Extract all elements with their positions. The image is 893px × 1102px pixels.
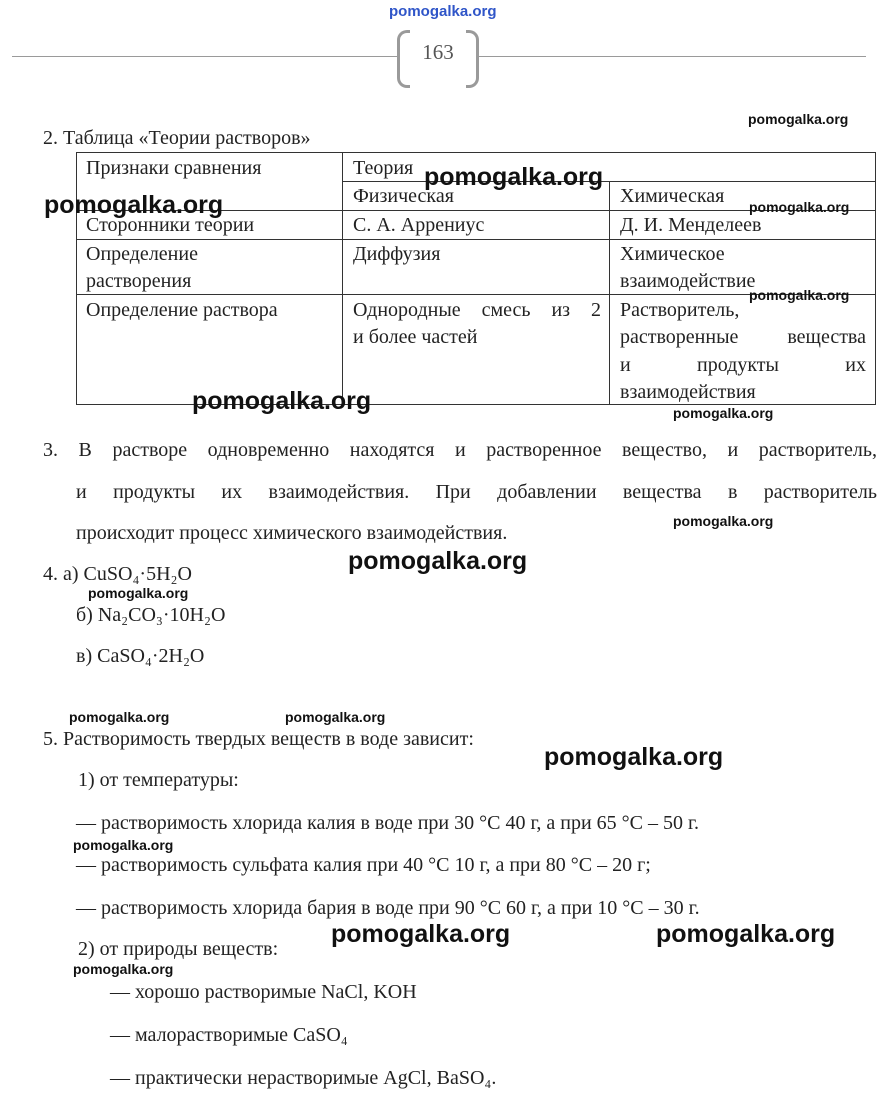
task4-item-c: в) CaSO₄·2H₂O xyxy=(76,645,205,667)
task4-item-a: 4. а) CuSO₄·5H₂O xyxy=(43,563,192,585)
table-row3-physical-line1: Однородные смесь из 2 xyxy=(353,299,601,321)
watermark: pomogalka.org xyxy=(673,405,774,421)
task5-sub1: 1) от температуры: xyxy=(78,769,239,791)
watermark: pomogalka.org xyxy=(348,547,528,575)
table-row1-physical: С. А. Аррениус xyxy=(353,214,485,236)
task5-nature-item-3: — практически нерастворимые AgCl, BaSO₄. xyxy=(110,1067,497,1089)
table-row3-chemical-line1: Растворитель, xyxy=(620,299,740,321)
watermark: pomogalka.org xyxy=(673,513,774,529)
task2-title: 2. Таблица «Теории растворов» xyxy=(43,127,311,149)
task3-line1: 3. В растворе одновременно находятся и растворенное вещество, и растворитель, xyxy=(43,439,877,461)
page-number-bracket-left xyxy=(397,30,410,88)
watermark: pomogalka.org xyxy=(73,837,174,853)
header-rule-left xyxy=(12,56,398,57)
watermark: pomogalka.org xyxy=(88,585,189,601)
table-border-left xyxy=(76,152,77,404)
table-row1-label: Сторонники теории xyxy=(86,214,255,236)
header-watermark: pomogalka.org xyxy=(389,3,497,20)
watermark: pomogalka.org xyxy=(749,287,850,303)
table-border-top xyxy=(76,152,876,153)
watermark: pomogalka.org xyxy=(544,743,724,771)
table-head-theory: Теория xyxy=(353,157,414,179)
page-number: 163 xyxy=(422,40,454,64)
page-number-bracket-right xyxy=(466,30,479,88)
watermark: pomogalka.org xyxy=(69,709,170,725)
task5-nature-item-2: — малорастворимые CaSO₄ xyxy=(110,1024,348,1046)
table-row3-physical-line2: и более частей xyxy=(353,326,478,348)
table-row3-label: Определение раствора xyxy=(86,299,278,321)
watermark: pomogalka.org xyxy=(748,111,849,127)
watermark: pomogalka.org xyxy=(424,163,604,191)
task3-line2: и продукты их взаимодействия. При добавлении вещества в растворитель xyxy=(76,481,877,503)
task5-sub2: 2) от природы веществ: xyxy=(78,938,279,960)
table-row2-physical: Диффузия xyxy=(353,243,441,265)
table-head-criteria: Признаки сравнения xyxy=(86,157,262,179)
table-row3-chemical-line4: взаимодействия xyxy=(620,381,756,403)
table-row3-chemical-line2: растворенные вещества xyxy=(620,326,866,348)
task5-nature-item-1: — хорошо растворимые NaCl, KOH xyxy=(110,981,417,1003)
table-subhead-chemical: Химическая xyxy=(620,185,725,207)
table-row2-chemical-line2: взаимодействие xyxy=(620,270,756,292)
watermark: pomogalka.org xyxy=(44,191,224,219)
table-row2-label-line2: растворения xyxy=(86,270,192,292)
table-border-right xyxy=(875,152,876,404)
table-row2-label-line1: Определение xyxy=(86,243,198,265)
task5-temp-item-2: — растворимость сульфата калия при 40 °С 10 г, а при 80 °С – 20 г; xyxy=(76,854,651,876)
table-col-divider-2 xyxy=(609,181,610,404)
task3-line3: происходит процесс химического взаимодействия. xyxy=(76,522,508,544)
watermark: pomogalka.org xyxy=(331,920,511,948)
watermark: pomogalka.org xyxy=(749,199,850,215)
watermark: pomogalka.org xyxy=(192,387,372,415)
table-row1-chemical: Д. И. Менделеев xyxy=(620,214,762,236)
watermark: pomogalka.org xyxy=(285,709,386,725)
task5-title: 5. Растворимость твердых веществ в воде зависит: xyxy=(43,728,474,750)
task4-item-b: б) Na₂CO₃·10H₂O xyxy=(76,604,226,626)
task5-temp-item-3: — растворимость хлорида бария в воде при 90 °С 60 г, а при 10 °С – 30 г. xyxy=(76,897,700,919)
watermark: pomogalka.org xyxy=(73,961,174,977)
header-rule-right xyxy=(478,56,866,57)
task5-temp-item-1: — растворимость хлорида калия в воде при 30 °С 40 г, а при 65 °С – 50 г. xyxy=(76,812,699,834)
watermark: pomogalka.org xyxy=(656,920,836,948)
table-row3-chemical-line3: и продукты их xyxy=(620,354,866,376)
table-subhead-physical: Физическая xyxy=(353,185,454,207)
table-row2-chemical-line1: Химическое xyxy=(620,243,725,265)
table-col-divider-1 xyxy=(342,152,343,404)
